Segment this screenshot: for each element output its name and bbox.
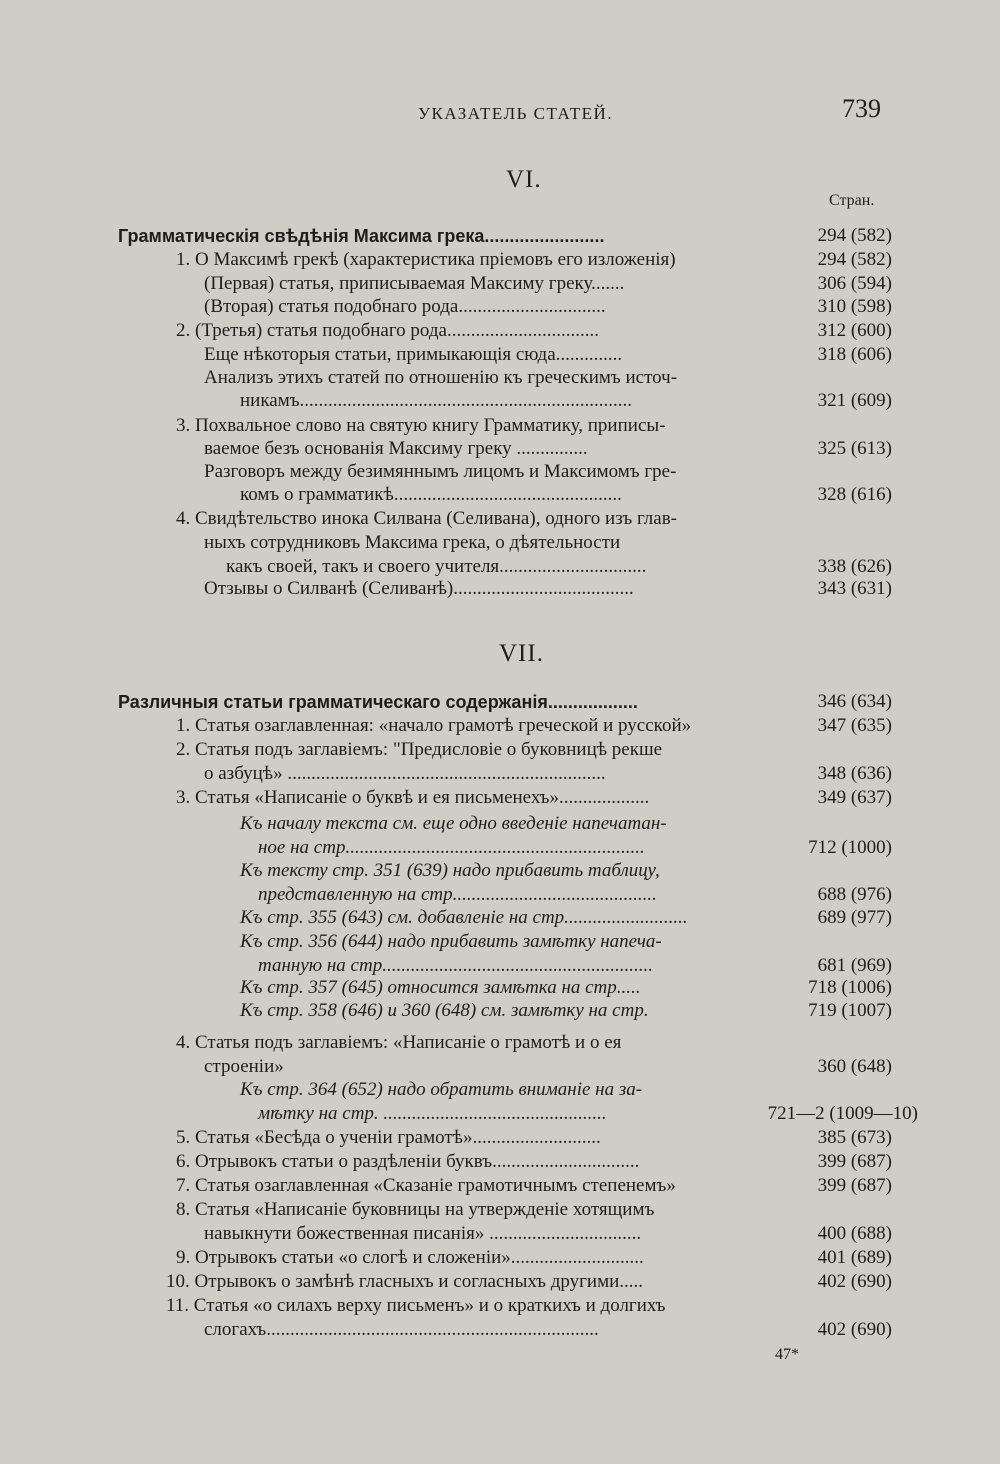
entry-title-cont: ваемое безъ основанія Максиму греку ............... xyxy=(204,438,588,459)
entry-title-cont: строеніи» xyxy=(204,1056,284,1077)
entry-title: 2. Статья подъ заглавіемъ: "Предисловіе о буковницѣ рекше xyxy=(176,739,663,760)
page-ref: 310 (598) xyxy=(817,296,892,317)
page-ref: 360 (648) xyxy=(817,1056,892,1077)
entry-title: Къ тексту стр. 351 (639) надо прибавить таблицу, xyxy=(240,860,660,881)
entry-title: 1. Статья озаглавленная: «начало грамотѣ греческой и русской» xyxy=(176,715,692,736)
page-ref: 347 (635) xyxy=(817,715,892,736)
entry-title: 11. Статья «о силахъ верху письменъ» и о краткихъ и долгихъ xyxy=(166,1295,666,1316)
page-ref: 306 (594) xyxy=(817,273,892,294)
page-number: 739 xyxy=(842,94,881,123)
entry-title-cont: о азбуцѣ» ................................................................... xyxy=(204,763,606,784)
entry-title: Къ стр. 364 (652) надо обратить вниманіе на за- xyxy=(240,1079,643,1100)
entry-title: 4. Статья подъ заглавіемъ: «Написаніе о грамотѣ и о ея xyxy=(176,1032,622,1053)
page-ref: 400 (688) xyxy=(817,1223,892,1244)
entry-title-cont: ныхъ сотрудниковъ Максима грека, о дѣятельности xyxy=(204,532,621,553)
page-ref: 318 (606) xyxy=(817,344,892,365)
entry-title: 5. Статья «Бесѣда о ученіи грамотѣ»........................... xyxy=(176,1127,601,1148)
entry-title: 10. Отрывокъ о замѣнѣ гласныхъ и согласныхъ другими..... xyxy=(166,1271,644,1292)
page-ref: 712 (1000) xyxy=(808,837,892,858)
entry-title-cont: никамъ...................................................................... xyxy=(240,390,633,411)
entry-title: Грамматическія свѣдѣнія Максима грека........................ xyxy=(118,226,605,246)
entry-title: Къ стр. 358 (646) и 360 (648) см. замѣтку на стр. xyxy=(240,1000,649,1021)
page-ref: 385 (673) xyxy=(817,1127,892,1148)
section-numeral-6: VI. xyxy=(506,166,542,193)
running-title: УКАЗАТЕЛЬ СТАТЕЙ. xyxy=(418,104,614,123)
entry-title-cont: комъ о грамматикѣ................................................ xyxy=(240,484,622,505)
page-ref: 343 (631) xyxy=(817,578,892,599)
entry-title-cont: танную на стр......................................................... xyxy=(258,955,653,976)
page-ref: 348 (636) xyxy=(817,763,892,784)
page-ref: 325 (613) xyxy=(817,438,892,459)
entry-title: Анализъ этихъ статей по отношенію къ греческимъ источ- xyxy=(204,367,678,388)
entry-title: 7. Статья озаглавленная «Сказаніе грамотичнымъ степенемъ» xyxy=(176,1175,676,1196)
entry-title: 8. Статья «Написаніе буковницы на утвержденіе хотящимъ xyxy=(176,1199,655,1220)
page-ref: 721—2 (1009—10) xyxy=(767,1103,918,1124)
page-ref: 294 (582) xyxy=(817,225,892,246)
entry-title: 2. (Третья) статья подобнаго рода................................ xyxy=(176,320,599,341)
running-head xyxy=(0,94,1000,134)
entry-title: 4. Свидѣтельство инока Силвана (Селивана), одного изъ глав- xyxy=(176,508,678,529)
page-ref: 402 (690) xyxy=(817,1319,892,1340)
entry-title: 3. Статья «Написаніе о буквѣ и ея письменехъ»................... xyxy=(176,787,650,808)
entry-title: (Вторая) статья подобнаго рода............................... xyxy=(204,296,606,317)
page-ref: 294 (582) xyxy=(817,249,892,270)
entry-title: Къ началу текста см. еще одно введеніе напечатан- xyxy=(240,813,667,834)
page-ref: 401 (689) xyxy=(817,1247,892,1268)
entry-title-cont: навыкнути божественная писанія» ................................ xyxy=(204,1223,642,1244)
entry-title: 6. Отрывокъ статьи о раздѣленіи буквъ............................... xyxy=(176,1151,640,1172)
page-ref: 349 (637) xyxy=(817,787,892,808)
entry-title: Еще нѣкоторыя статьи, примыкающія сюда.............. xyxy=(204,344,623,365)
entry-title-cont: какъ своей, такъ и своего учителя............................... xyxy=(226,556,647,577)
page-ref: 346 (634) xyxy=(817,691,892,712)
page-ref: 312 (600) xyxy=(817,320,892,341)
page-ref: 338 (626) xyxy=(817,556,892,577)
page-ref: 719 (1007) xyxy=(808,1000,892,1021)
page-ref: 399 (687) xyxy=(817,1151,892,1172)
entry-title: Разговоръ между безимяннымъ лицомъ и Максимомъ гре- xyxy=(204,461,677,482)
entry-title-cont: слогахъ...................................................................... xyxy=(204,1319,599,1340)
entry-title: (Первая) статья, приписываемая Максиму греку....... xyxy=(204,273,625,294)
page-ref: 681 (969) xyxy=(817,955,892,976)
entry-title: Отзывы о Силванѣ (Селиванѣ)...................................... xyxy=(204,578,634,599)
entry-title: 1. О Максимѣ грекѣ (характеристика пріемовъ его изложенія) xyxy=(176,249,676,270)
entry-title-cont: мѣтку на стр. ............................................... xyxy=(258,1103,607,1124)
page-ref: 402 (690) xyxy=(817,1271,892,1292)
entry-title: Различныя статьи грамматическаго содержанія.................. xyxy=(118,692,638,712)
entry-title-cont: ное на стр............................................................... xyxy=(258,837,645,858)
page-ref: 399 (687) xyxy=(817,1175,892,1196)
entry-title: Къ стр. 355 (643) см. добавленіе на стр.......................... xyxy=(240,907,688,928)
entry-title: Къ стр. 357 (645) относится замѣтка на стр..... xyxy=(240,977,641,998)
signature-mark: 47* xyxy=(775,1346,799,1363)
page-ref: 718 (1006) xyxy=(808,977,892,998)
page-ref: 321 (609) xyxy=(817,390,892,411)
page-ref: 689 (977) xyxy=(817,907,892,928)
entry-title-cont: представленную на стр........................................... xyxy=(258,884,657,905)
entry-title: 3. Похвальное слово на святую книгу Грамматику, приписы- xyxy=(176,415,666,436)
entry-title: 9. Отрывокъ статьи «о слогѣ и сложеніи»............................ xyxy=(176,1247,644,1268)
page-ref: 688 (976) xyxy=(817,884,892,905)
entry-title: Къ стр. 356 (644) надо прибавить замѣтку напеча- xyxy=(240,931,662,952)
column-label: Стран. xyxy=(829,192,875,209)
page-ref: 328 (616) xyxy=(817,484,892,505)
section-numeral-7: VII. xyxy=(499,640,544,667)
